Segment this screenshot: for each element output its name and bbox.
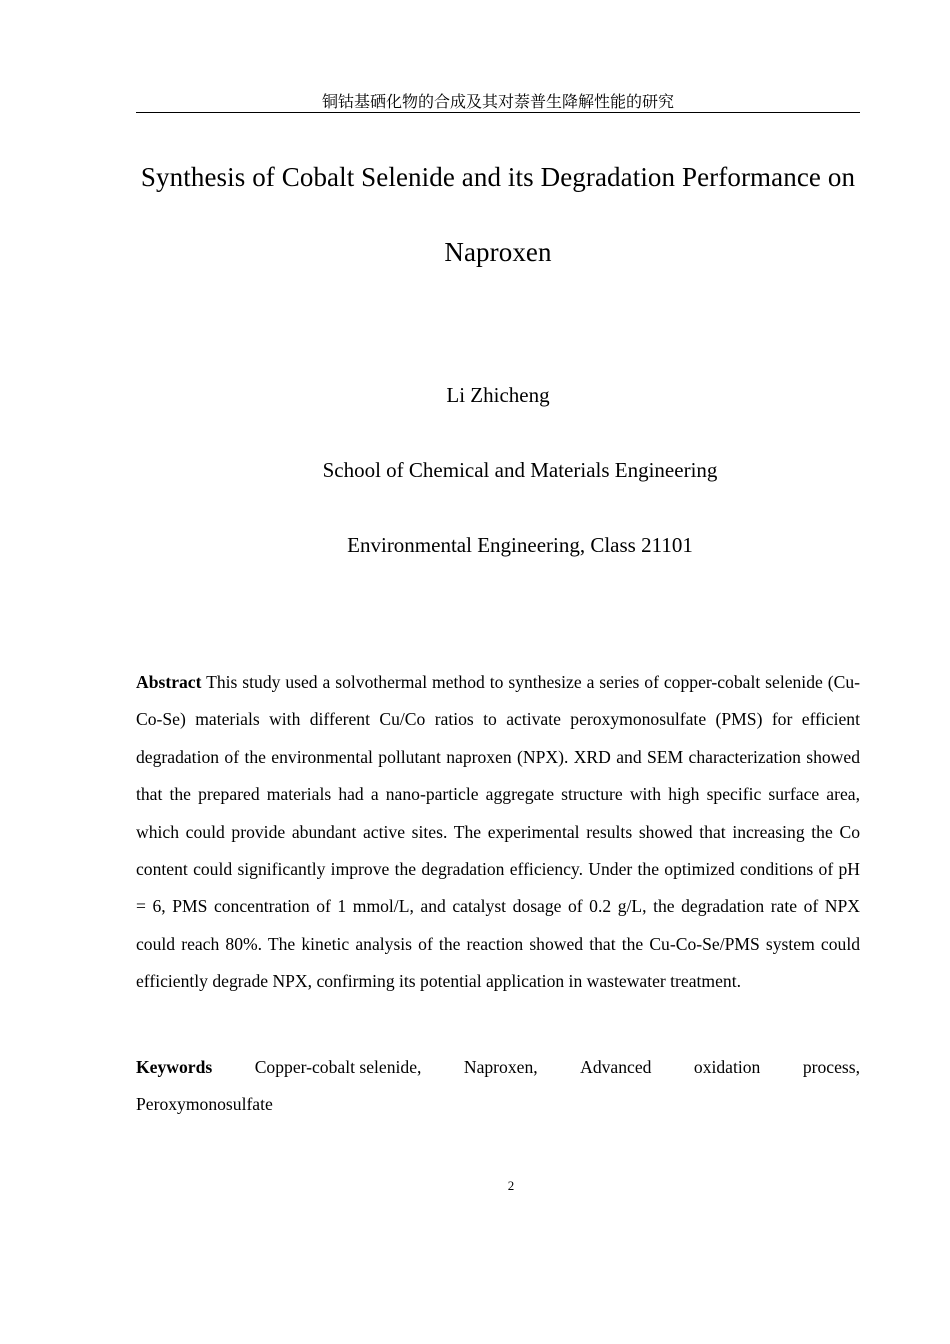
keyword-item: Peroxymonosulfate bbox=[136, 1094, 273, 1115]
running-header: 铜钴基硒化物的合成及其对萘普生降解性能的研究 bbox=[321, 92, 674, 111]
abstract-text: This study used a solvothermal method to synthesize a series of copper-cobalt selenide (Cu-Co-Se) materials with different Cu/Co ratios to activate peroxymonosulfate (PMS) for efficient degradation of the environmental pollutant naproxen (NPX). XRD and SEM characterization showed that the prepared materials had a nano-particle aggregate structure with high specific surface area, which could provide abundant active sites. The experimental results showed that increasing the Co content could significantly improve the degradation efficiency. Under the optimized conditions of pH = 6, PMS concentration of 1 mmol/L, and catalyst dosage of 0.2 g/L, the degradation rate of NPX could reach 80%. The kinetic analysis of the reaction showed that the Cu-Co-Se/PMS system could efficiently degrade NPX, confirming its potential application in wastewater treatment. bbox=[136, 672, 860, 992]
abstract-paragraph bbox=[136, 664, 860, 1001]
keyword-item: oxidation bbox=[693, 1057, 761, 1077]
abstract-label: Abstract bbox=[136, 672, 202, 692]
keywords-line bbox=[136, 1049, 860, 1086]
page-number: 2 bbox=[507, 1178, 515, 1193]
class-info: Environmental Engineering, Class 21101 bbox=[347, 533, 693, 557]
keyword-item: Naproxen, bbox=[463, 1057, 538, 1077]
keywords-label: Keywords bbox=[136, 1057, 213, 1077]
paper-title: Synthesis of Cobalt Selenide and its Degradation Performance on Naproxen bbox=[140, 162, 856, 267]
keywords-block bbox=[136, 1049, 860, 1124]
author-name: Li Zhicheng bbox=[446, 383, 550, 407]
school-name: School of Chemical and Materials Engineering bbox=[322, 458, 718, 482]
keyword-item: Copper-cobalt selenide, bbox=[254, 1057, 422, 1077]
keyword-item: Advanced bbox=[580, 1057, 652, 1077]
keyword-item: process, bbox=[802, 1057, 860, 1077]
header-rule bbox=[136, 112, 860, 113]
